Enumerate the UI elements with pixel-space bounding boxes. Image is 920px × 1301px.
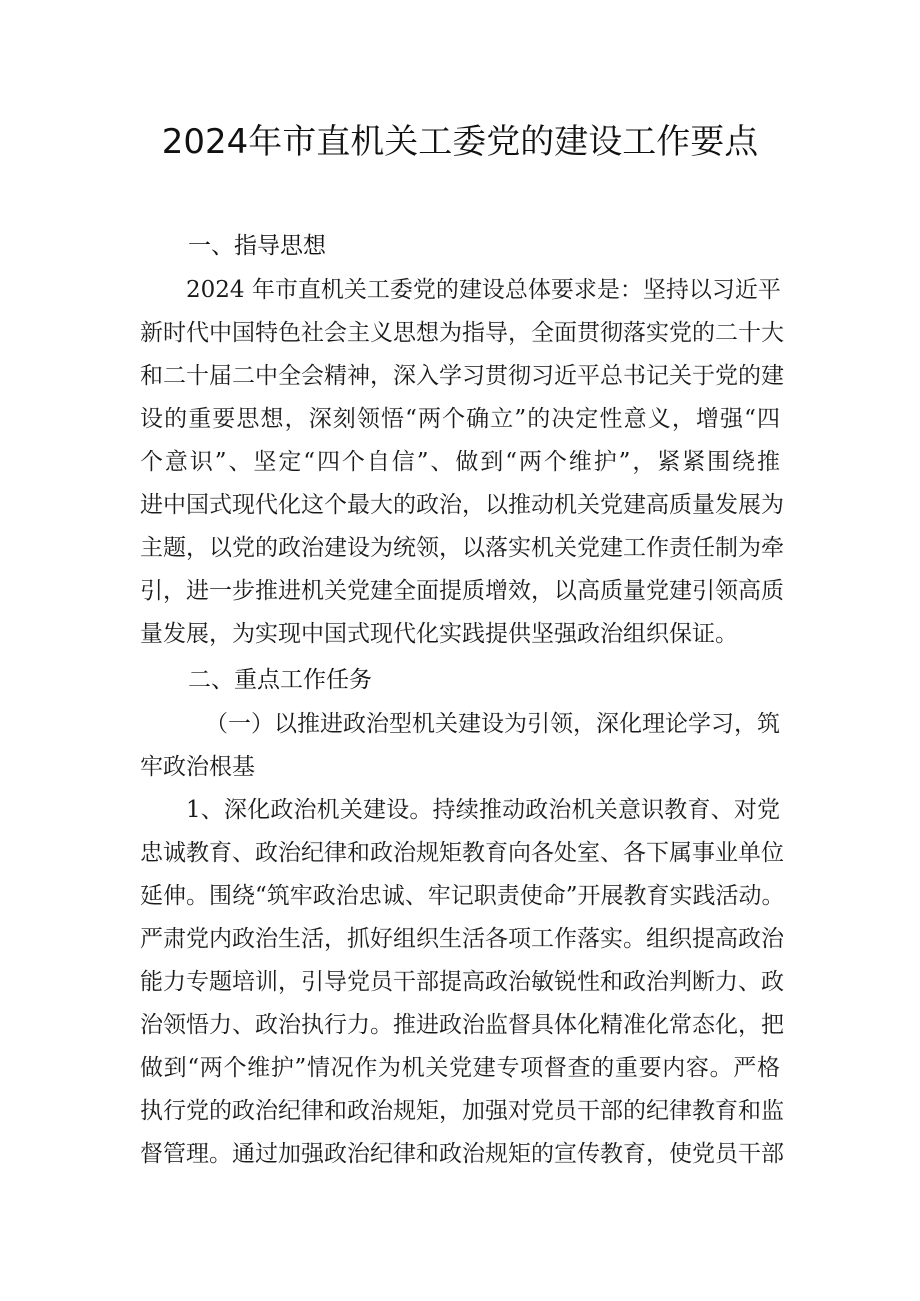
paragraph-line: 新时代中国特色社会主义思想为指导，全面贯彻落实党的二十大 [140,320,784,346]
paragraph-line: 能力专题培训，引导党员干部提高政治敏锐性和政治判断力、政 [140,969,784,995]
paragraph-line: 督管理。通过加强政治纪律和政治规矩的宣传教育，使党员干部 [140,1141,784,1167]
section-heading-key-tasks: 二、重点工作任务 [188,667,372,693]
paragraph-line: 主题，以党的政治建设为统领，以落实机关党建工作责任制为牵 [140,535,784,561]
paragraph-line: 执行党的政治纪律和政治规矩，加强对党员干部的纪律教育和监 [140,1098,784,1124]
paragraph-line: 延伸。围绕“筑牢政治忠诚、牢记职责使命”开展教育实践活动。 [140,883,785,909]
paragraph-line: 治领悟力、政治执行力。推进政治监督具体化精准化常态化，把 [140,1012,784,1038]
paragraph-line: 量发展，为实现中国式现代化实践提供坚强政治组织保证。 [140,621,738,647]
paragraph-line: 和二十届二中全会精神，深入学习贯彻习近平总书记关于党的建 [140,363,784,389]
document-title: 2024年市直机关工委党的建设工作要点 [161,122,759,162]
subheading-line: （一）以推进政治型机关建设为引领，深化理论学习，筑 [205,711,780,737]
paragraph-line: 严肃党内政治生活，抓好组织生活各项工作落实。组织提高政治 [140,926,784,952]
paragraph-line: 个意识”、坚定“四个自信”、做到“两个维护”，紧紧围绕推 [140,449,780,475]
paragraph-line: 进中国式现代化这个最大的政治，以推动机关党建高质量发展为 [140,492,784,518]
section-heading-guiding-thought: 一、指导思想 [188,233,326,259]
paragraph-line: 忠诚教育、政治纪律和政治规矩教育向各处室、各下属事业单位 [140,840,784,866]
paragraph-line: 1、深化政治机关建设。持续推动政治机关意识教育、对党 [186,797,780,823]
paragraph-line: 引，进一步推进机关党建全面提质增效，以高质量党建引领高质 [140,578,784,604]
paragraph-line: 设的重要思想，深刻领悟“两个确立”的决定性意义，增强“四 [140,406,780,432]
paragraph-line: 2024 年市直机关工委党的建设总体要求是：坚持以习近平 [186,277,781,303]
paragraph-line: 做到“两个维护”情况作为机关党建专项督查的重要内容。严格 [140,1055,780,1081]
subheading-line: 牢政治根基 [140,754,255,780]
